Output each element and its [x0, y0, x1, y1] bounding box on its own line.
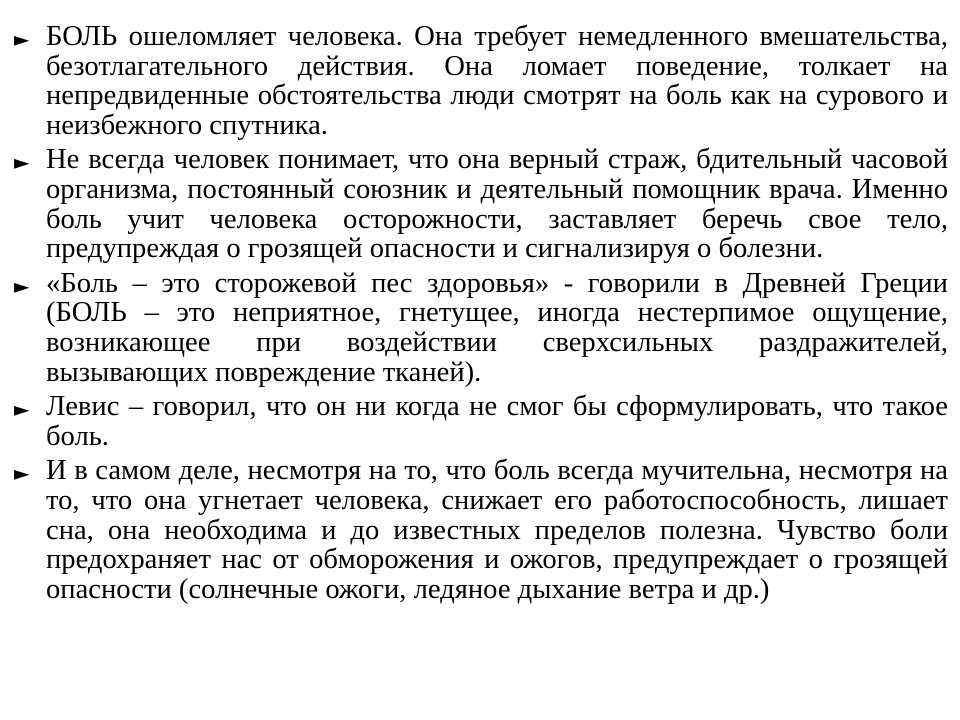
triangle-bullet-icon: ► [14, 273, 30, 298]
bullet-list [14, 22, 948, 609]
list-item [14, 456, 948, 604]
list-item [14, 145, 948, 263]
triangle-bullet-icon: ► [14, 461, 30, 486]
list-item [14, 269, 948, 387]
bullet-text: Не всегда человек понимает, что она верный страж, бдительный часовой организма, постоянный союзник и деятельный помощник врача. Именно боль учит человека осторожности, заставляет беречь свое тело, предупреждая о грозящей опасности и сигнализируя о болезни. [46, 144, 948, 265]
triangle-bullet-icon: ► [14, 150, 30, 175]
bullet-text: И в самом деле, несмотря на то, что боль всегда мучительна, несмотря на то, что она угнетает человека, снижает его работоспособность, лишает сна, она необходима и до известных пределов полезна. Чувство боли предохраняет нас от обморожения и ожогов, предупреждает о грозящей опасности (солнечные ожоги, ледяное дыхание ветра и др.) [46, 455, 948, 605]
list-item [14, 392, 948, 451]
triangle-bullet-icon: ► [14, 397, 30, 422]
list-item [14, 22, 948, 140]
bullet-text: Левис – говорил, что он ни когда не смог бы сформулировать, что такое боль. [46, 391, 948, 452]
bullet-text: «Боль – это сторожевой пес здоровья» - говорили в Древней Греции (БОЛЬ – это неприятное, гнетущее, иногда нестерпимое ощущение, возникающее при воздействии сверхсильных раздражителей, вызывающих повреждение тканей). [46, 267, 948, 388]
triangle-bullet-icon: ► [14, 27, 30, 51]
bullet-text: БОЛЬ ошеломляет человека. Она требует немедленного вмешательства, безотлагательного действия. Она ломает поведение, толкает на непредвиденные обстоятельства люди смотрят на боль как на сурового и неизбежного спутника. [46, 21, 948, 141]
